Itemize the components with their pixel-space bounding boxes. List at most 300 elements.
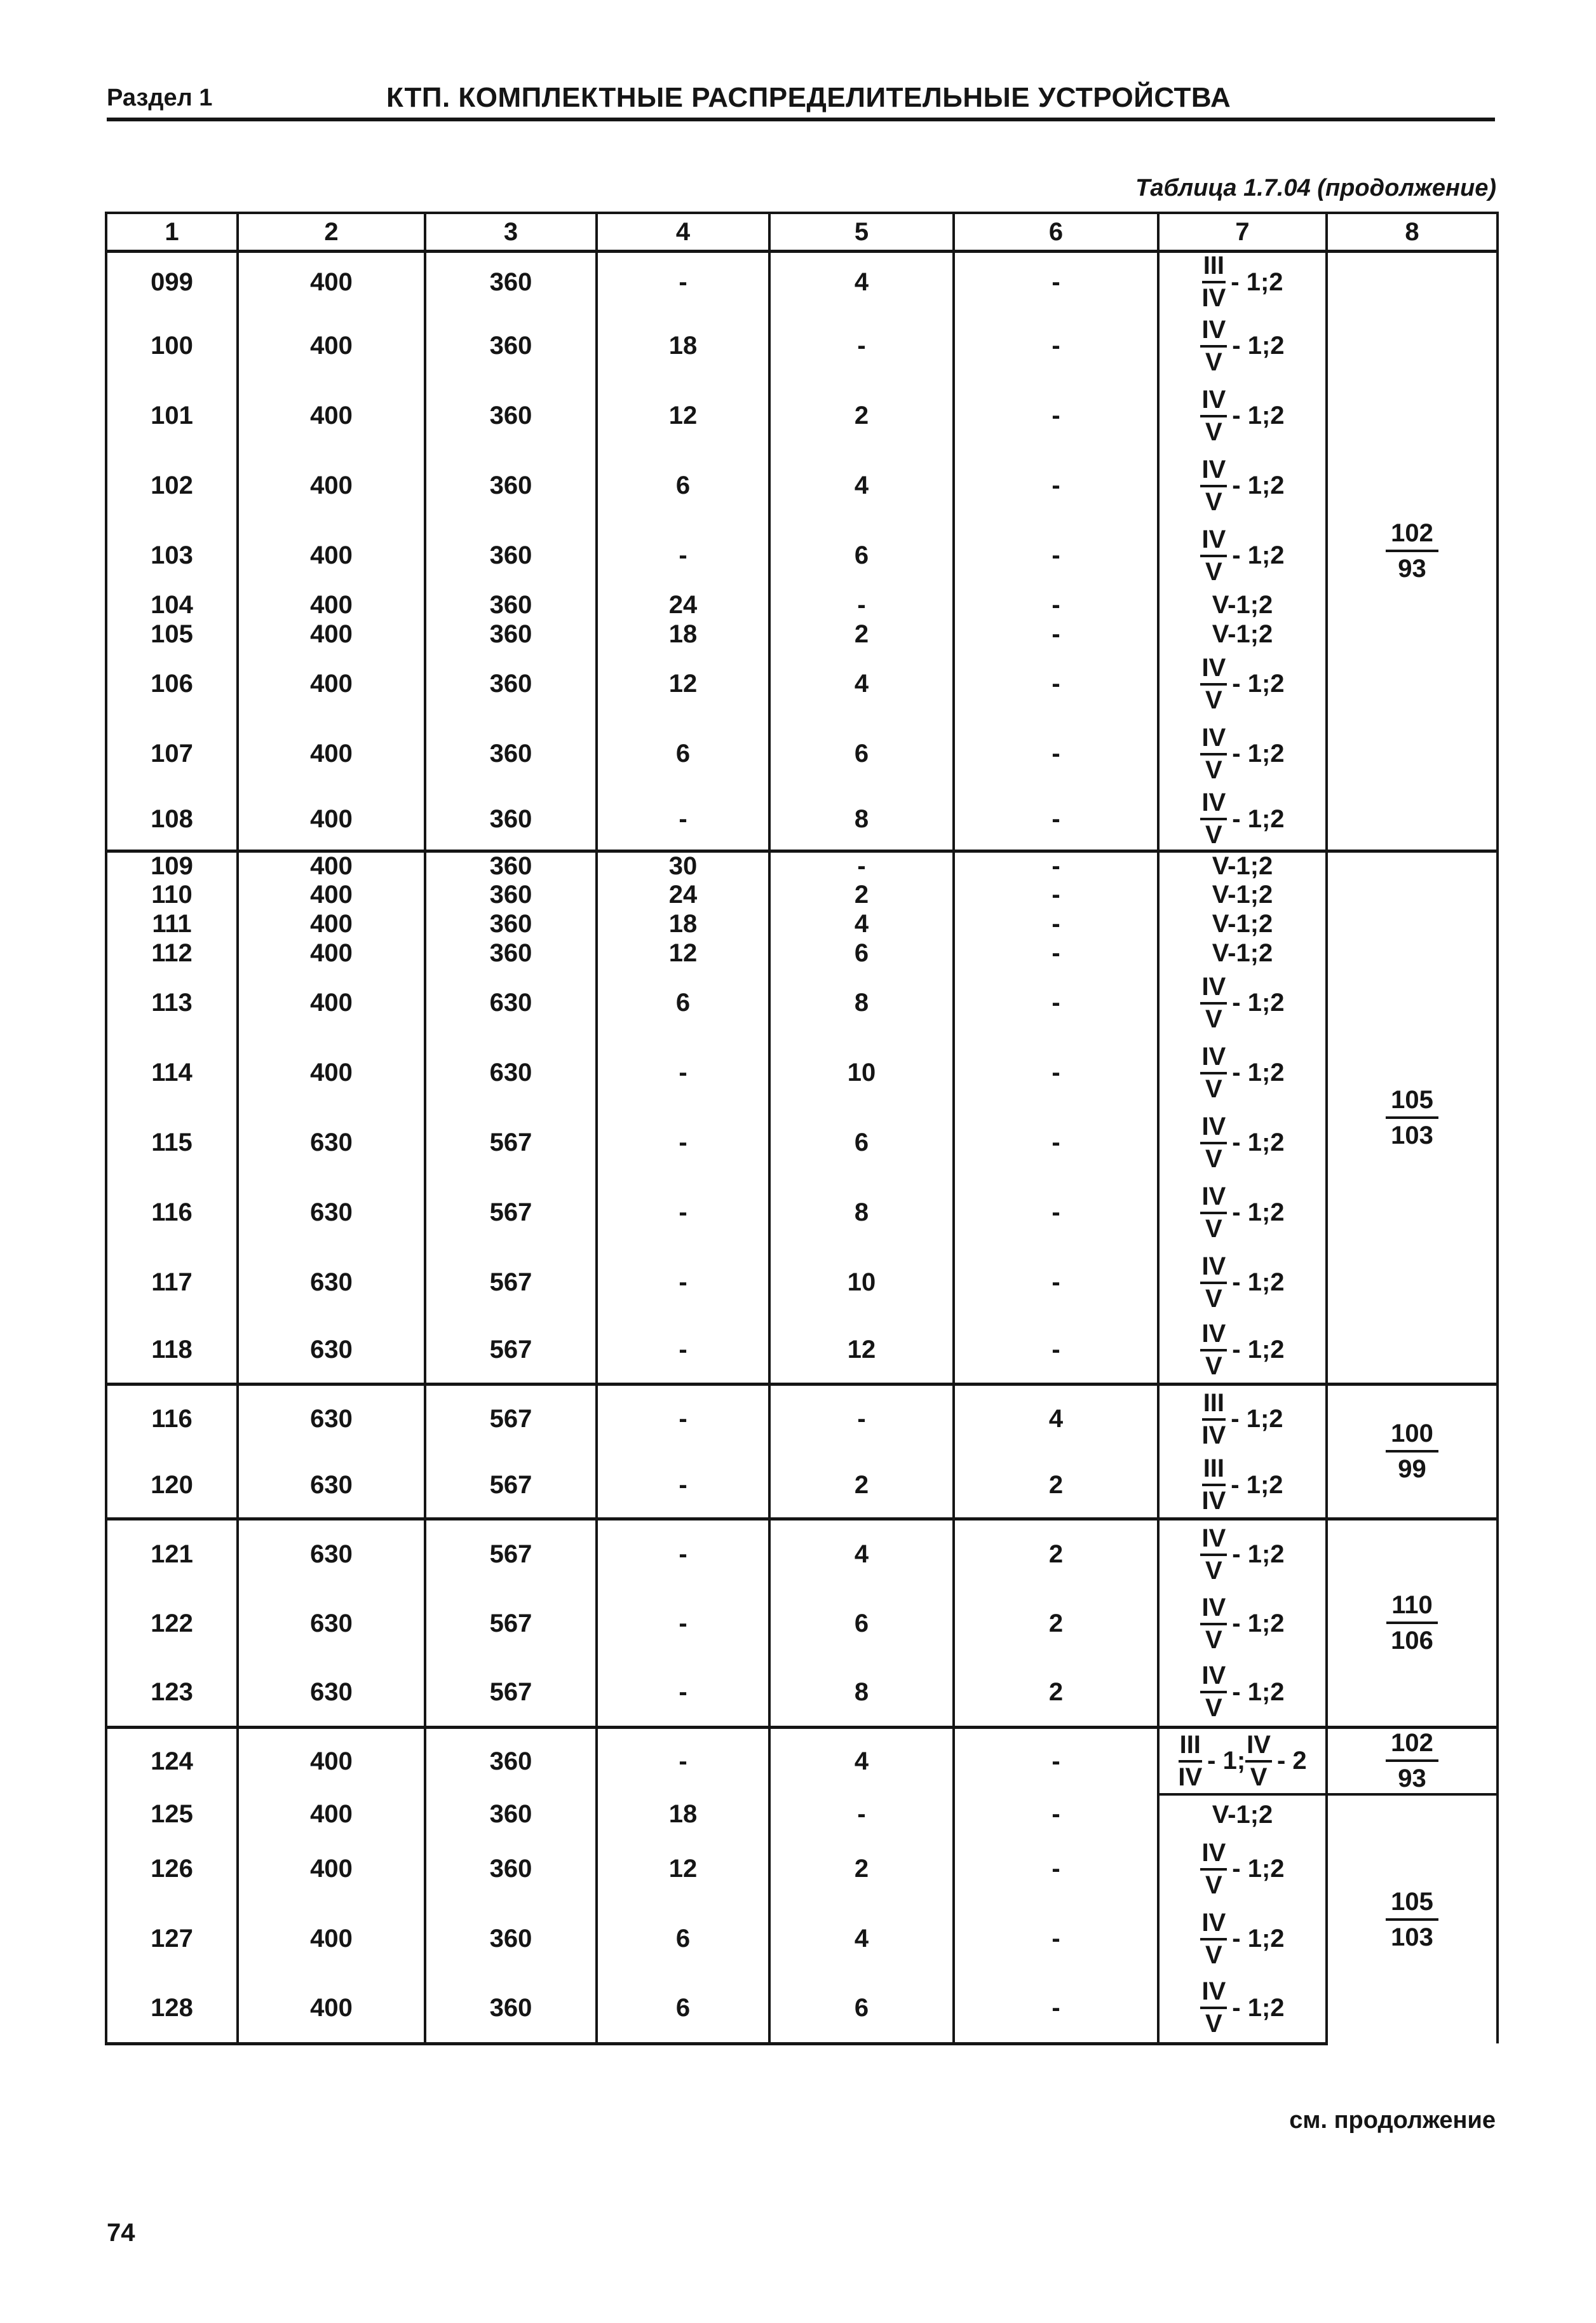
table-cell: 360 <box>425 938 597 968</box>
scheme-cell <box>1158 520 1327 590</box>
table-cell: 12 <box>597 1834 769 1904</box>
table-cell: 400 <box>238 851 425 880</box>
scheme-suffix: - 1;2 <box>1232 1609 1285 1637</box>
table-cell: 6 <box>769 1588 954 1658</box>
scheme-cell <box>1158 719 1327 789</box>
scheme-fraction <box>1200 1321 1227 1379</box>
table-cell: - <box>954 1038 1158 1107</box>
table-cell: - <box>954 450 1158 520</box>
scheme-formula <box>1200 655 1284 713</box>
table-cell: 24 <box>597 880 769 909</box>
fraction-numerator: IV <box>1200 457 1227 487</box>
table-cell: - <box>769 311 954 381</box>
fraction-denominator: V <box>1205 1214 1222 1243</box>
scheme-cell <box>1158 381 1327 450</box>
scheme-cell: V-1;2 <box>1158 620 1327 649</box>
table-cell: 400 <box>238 719 425 789</box>
scheme-fraction <box>1200 387 1227 445</box>
table-cell: 2 <box>769 880 954 909</box>
table-row <box>106 1794 1498 1834</box>
table-cell: 567 <box>425 1107 597 1177</box>
scheme-fraction <box>1200 1184 1227 1242</box>
table-cell: 400 <box>238 450 425 520</box>
table-cell: 4 <box>769 649 954 719</box>
fraction-denominator: V <box>1205 1144 1222 1173</box>
table-cell: 127 <box>106 1904 238 1974</box>
table-cell: - <box>954 590 1158 620</box>
table-cell: 360 <box>425 649 597 719</box>
reference-numerator: 105 <box>1386 1889 1438 1921</box>
fraction-denominator: V <box>1205 348 1222 376</box>
table-cell: 12 <box>769 1317 954 1384</box>
column-header: 2 <box>238 213 425 252</box>
scheme-suffix: - 1;2 <box>1232 1925 1285 1953</box>
scheme-fraction <box>1201 1456 1226 1514</box>
scheme-suffix: - 1;2 <box>1231 1405 1283 1433</box>
column-header: 4 <box>597 213 769 252</box>
scheme-fraction <box>1200 1044 1227 1102</box>
scheme-cell <box>1158 1384 1327 1453</box>
scheme-cell <box>1158 1519 1327 1588</box>
table-cell: 104 <box>106 590 238 620</box>
scheme-suffix: - 1;2 <box>1232 1336 1285 1364</box>
table-cell: 400 <box>238 968 425 1038</box>
fraction-denominator: V <box>1205 1005 1222 1033</box>
table-cell: 4 <box>769 1904 954 1974</box>
fraction-denominator: V <box>1205 1284 1222 1313</box>
table-cell: - <box>954 1247 1158 1317</box>
table-cell: 6 <box>597 968 769 1038</box>
data-table <box>105 212 1499 2045</box>
reference-fraction <box>1386 1730 1438 1791</box>
table-cell: 4 <box>954 1384 1158 1453</box>
table-cell: - <box>597 1384 769 1453</box>
scheme-cell <box>1158 1974 1327 2043</box>
table-caption: Таблица 1.7.04 (продолжение) <box>1135 175 1496 201</box>
table-cell: 100 <box>106 311 238 381</box>
column-header: 6 <box>954 213 1158 252</box>
scheme-formula <box>1200 457 1284 515</box>
fraction-numerator: IV <box>1200 1114 1227 1144</box>
table-cell: - <box>769 851 954 880</box>
scheme-formula <box>1200 1595 1284 1653</box>
fraction-numerator: IV <box>1200 1184 1227 1214</box>
fraction-denominator: V <box>1205 1871 1222 1899</box>
fraction-denominator: V <box>1205 1940 1222 1969</box>
table-cell: 360 <box>425 789 597 851</box>
scheme-fraction <box>1200 1526 1227 1583</box>
reference-cell <box>1327 851 1498 1384</box>
scheme-suffix: - 1;2 <box>1231 1470 1283 1499</box>
table-cell: 4 <box>769 909 954 938</box>
scheme-suffix: - 1;2 <box>1232 1855 1285 1883</box>
fraction-numerator: IV <box>1245 1732 1272 1763</box>
table-cell: 400 <box>238 311 425 381</box>
table-cell: - <box>954 968 1158 1038</box>
reference-numerator: 102 <box>1386 1730 1438 1762</box>
table-cell: 360 <box>425 311 597 381</box>
page-number: 74 <box>107 2219 135 2247</box>
scheme-suffix: - 1;2 <box>1232 471 1285 499</box>
table-cell: 123 <box>106 1658 238 1727</box>
reference-fraction <box>1386 1421 1438 1482</box>
scheme-cell <box>1158 450 1327 520</box>
fraction-denominator: V <box>1205 1351 1222 1380</box>
table-cell: 12 <box>597 381 769 450</box>
table-row <box>106 1038 1498 1107</box>
table-cell: - <box>954 1904 1158 1974</box>
table-cell: 112 <box>106 938 238 968</box>
table-cell: 400 <box>238 252 425 311</box>
scheme-fraction <box>1200 974 1227 1032</box>
fraction-numerator: IV <box>1200 527 1227 557</box>
scheme-formula <box>1200 1254 1284 1311</box>
table-row <box>106 1384 1498 1453</box>
scheme-formula <box>1200 1979 1284 2036</box>
scheme-cell: V-1;2 <box>1158 1794 1327 1834</box>
table-cell: 567 <box>425 1247 597 1317</box>
column-header: 8 <box>1327 213 1498 252</box>
scheme-cell: V-1;2 <box>1158 938 1327 968</box>
scheme-fraction <box>1200 725 1227 783</box>
fraction-denominator: V <box>1205 417 1222 446</box>
table-cell: 118 <box>106 1317 238 1384</box>
table-row <box>106 1519 1498 1588</box>
scheme-cell: V-1;2 <box>1158 880 1327 909</box>
table-cell: 2 <box>954 1519 1158 1588</box>
scheme-formula <box>1200 1044 1284 1102</box>
scheme-cell: V-1;2 <box>1158 909 1327 938</box>
scheme-cell <box>1158 1834 1327 1904</box>
scheme-fraction <box>1200 317 1227 375</box>
table-cell: - <box>954 311 1158 381</box>
fraction-numerator: IV <box>1200 1044 1227 1074</box>
table-cell: 18 <box>597 1794 769 1834</box>
table-cell: 2 <box>954 1658 1158 1727</box>
scheme-cell <box>1158 1588 1327 1658</box>
table-cell: 4 <box>769 450 954 520</box>
table-cell: 125 <box>106 1794 238 1834</box>
table-cell: 630 <box>238 1519 425 1588</box>
scheme-suffix: - 1;2 <box>1232 332 1285 360</box>
fraction-numerator: III <box>1202 1456 1226 1486</box>
table-cell: 128 <box>106 1974 238 2043</box>
scheme-suffix: - 1;2 <box>1232 1268 1285 1296</box>
table-row <box>106 381 1498 450</box>
scheme-suffix: - 1;2 <box>1232 670 1285 698</box>
fraction-denominator: V <box>1250 1763 1268 1791</box>
scheme-suffix: - 1;2 <box>1232 989 1285 1017</box>
table-cell: - <box>597 1038 769 1107</box>
table-cell: 126 <box>106 1834 238 1904</box>
table-cell: - <box>597 1107 769 1177</box>
table-cell: 24 <box>597 590 769 620</box>
scheme-fraction <box>1200 1910 1227 1968</box>
table-cell: 567 <box>425 1453 597 1519</box>
fraction-numerator: IV <box>1200 1663 1227 1693</box>
table-cell: - <box>954 1834 1158 1904</box>
reference-numerator: 100 <box>1386 1421 1438 1453</box>
scheme-cell: V-1;2 <box>1158 851 1327 880</box>
fraction-numerator: IV <box>1200 790 1227 820</box>
table-cell: 121 <box>106 1519 238 1588</box>
table-cell: 6 <box>769 1974 954 2043</box>
table-cell: 2 <box>954 1453 1158 1519</box>
table-cell: - <box>597 252 769 311</box>
scheme-formula <box>1200 1114 1284 1172</box>
page-header <box>107 79 1495 121</box>
table-row <box>106 968 1498 1038</box>
table-cell: 400 <box>238 1974 425 2043</box>
scheme-suffix: - 1;2 <box>1232 740 1285 768</box>
table-cell: - <box>769 1794 954 1834</box>
reference-denominator: 106 <box>1391 1627 1433 1655</box>
scheme-formula <box>1200 1321 1284 1379</box>
table-row <box>106 938 1498 968</box>
table-cell: 6 <box>769 719 954 789</box>
section-label: Раздел 1 <box>107 85 213 111</box>
table-cell: - <box>954 252 1158 311</box>
table-cell: 103 <box>106 520 238 590</box>
scheme-cell <box>1158 1247 1327 1317</box>
table-cell: - <box>954 1727 1158 1794</box>
table-cell: 115 <box>106 1107 238 1177</box>
table-cell: 630 <box>238 1247 425 1317</box>
table-cell: 400 <box>238 381 425 450</box>
fraction-numerator: IV <box>1200 1321 1227 1351</box>
table-cell: - <box>954 880 1158 909</box>
scheme-cell <box>1158 1727 1327 1794</box>
scheme-formula <box>1200 790 1284 848</box>
fraction-denominator: V <box>1205 821 1222 850</box>
table-cell: 630 <box>425 1038 597 1107</box>
scheme-cell <box>1158 1038 1327 1107</box>
table-body <box>106 252 1498 2044</box>
table-cell: - <box>597 1177 769 1247</box>
fraction-numerator: IV <box>1200 1526 1227 1556</box>
table-cell: - <box>954 789 1158 851</box>
table-cell: - <box>954 1974 1158 2043</box>
fraction-denominator: V <box>1205 1556 1222 1585</box>
table-cell: 630 <box>238 1317 425 1384</box>
table-cell: 360 <box>425 1794 597 1834</box>
table-cell: 10 <box>769 1038 954 1107</box>
table-cell: 116 <box>106 1177 238 1247</box>
reference-numerator: 105 <box>1386 1087 1438 1119</box>
table-cell: 102 <box>106 450 238 520</box>
table-row <box>106 649 1498 719</box>
table-cell: 360 <box>425 909 597 938</box>
table-cell: 107 <box>106 719 238 789</box>
fraction-numerator: IV <box>1200 387 1227 417</box>
table-cell: 110 <box>106 880 238 909</box>
table-cell: - <box>954 851 1158 880</box>
table-cell: 630 <box>238 1658 425 1727</box>
table-cell: 630 <box>238 1588 425 1658</box>
scheme-formula <box>1200 317 1284 375</box>
scheme-fraction <box>1200 1254 1227 1311</box>
scheme-cell <box>1158 789 1327 851</box>
table-cell: 360 <box>425 620 597 649</box>
fraction-numerator: IV <box>1200 1254 1227 1284</box>
column-header: 1 <box>106 213 238 252</box>
table-cell: - <box>597 1588 769 1658</box>
scheme-formula <box>1201 1390 1283 1448</box>
scheme-suffix: - 1;2 <box>1231 268 1283 296</box>
table-cell: 108 <box>106 789 238 851</box>
scheme-fraction <box>1200 1663 1227 1721</box>
fraction-numerator: IV <box>1200 1595 1227 1625</box>
table-cell: 6 <box>769 1107 954 1177</box>
table-row <box>106 1904 1498 1974</box>
table-cell: 400 <box>238 938 425 968</box>
scheme-cell <box>1158 1453 1327 1519</box>
table-cell: 30 <box>597 851 769 880</box>
table-cell: 360 <box>425 252 597 311</box>
table-cell: 109 <box>106 851 238 880</box>
fraction-numerator: IV <box>1200 1979 1227 2009</box>
table-cell: 567 <box>425 1177 597 1247</box>
fraction-denominator: V <box>1205 1074 1222 1103</box>
scheme-formula <box>1200 974 1284 1032</box>
table-cell: - <box>954 520 1158 590</box>
table-cell: 099 <box>106 252 238 311</box>
table-cell: 111 <box>106 909 238 938</box>
table-row <box>106 520 1498 590</box>
table-cell: 10 <box>769 1247 954 1317</box>
table-cell: 101 <box>106 381 238 450</box>
scheme-cell: V-1;2 <box>1158 590 1327 620</box>
reference-numerator: 110 <box>1386 1592 1438 1624</box>
table-cell: 8 <box>769 968 954 1038</box>
scheme-fraction <box>1200 1595 1227 1653</box>
table-cell: 360 <box>425 381 597 450</box>
scheme-formula <box>1200 1663 1284 1721</box>
fraction-denominator: V <box>1205 2010 1222 2038</box>
table-cell: 360 <box>425 1904 597 1974</box>
reference-cell <box>1327 1794 1498 2043</box>
table-cell: - <box>954 620 1158 649</box>
reference-fraction <box>1386 1087 1438 1148</box>
table-row <box>106 1247 1498 1317</box>
table-cell: 114 <box>106 1038 238 1107</box>
scheme-formula <box>1200 527 1284 585</box>
table-cell: 105 <box>106 620 238 649</box>
table-cell: 400 <box>238 789 425 851</box>
fraction-denominator: IV <box>1201 1487 1226 1515</box>
table-row <box>106 789 1498 851</box>
table-cell: 4 <box>769 1727 954 1794</box>
scheme-formula <box>1200 1184 1284 1242</box>
scheme-formula <box>1200 387 1284 445</box>
scheme-fraction <box>1201 253 1226 311</box>
reference-fraction <box>1386 520 1438 581</box>
table-cell: 106 <box>106 649 238 719</box>
fraction-numerator: IV <box>1200 1910 1227 1940</box>
table-cell: - <box>597 1317 769 1384</box>
scheme-suffix: - 1;2 <box>1232 402 1285 430</box>
scheme-formula <box>1178 1732 1306 1790</box>
fraction-numerator: IV <box>1200 725 1227 755</box>
table-row <box>106 719 1498 789</box>
scheme-suffix: - 1;2 <box>1232 541 1285 569</box>
scheme-suffix: - 1;2 <box>1232 1059 1285 1087</box>
scheme-cell <box>1158 1658 1327 1727</box>
scheme-suffix: - 1;2 <box>1232 1677 1285 1706</box>
table-row <box>106 311 1498 381</box>
table-cell: 2 <box>769 1834 954 1904</box>
table-row <box>106 1588 1498 1658</box>
table-cell: 567 <box>425 1519 597 1588</box>
table-cell: - <box>954 719 1158 789</box>
table-cell: 567 <box>425 1384 597 1453</box>
fraction-numerator: IV <box>1200 974 1227 1005</box>
column-header: 3 <box>425 213 597 252</box>
scheme-separator: - 1; <box>1207 1747 1246 1775</box>
fraction-numerator: IV <box>1200 1840 1227 1871</box>
reference-cell <box>1327 252 1498 851</box>
table-cell: 8 <box>769 1177 954 1247</box>
table-cell: 6 <box>597 1974 769 2043</box>
fraction-denominator: IV <box>1201 1421 1226 1449</box>
scheme-cell <box>1158 311 1327 381</box>
table-row <box>106 620 1498 649</box>
scheme-fraction <box>1200 1979 1227 2036</box>
reference-cell <box>1327 1519 1498 1727</box>
scheme-formula <box>1201 1456 1283 1514</box>
table-cell: - <box>954 909 1158 938</box>
table-row <box>106 1107 1498 1177</box>
table-cell: 567 <box>425 1588 597 1658</box>
table-cell: - <box>954 938 1158 968</box>
fraction-numerator: III <box>1202 253 1226 283</box>
table-cell: - <box>954 649 1158 719</box>
table-row <box>106 1453 1498 1519</box>
scheme-suffix: - 1;2 <box>1232 1540 1285 1569</box>
fraction-numerator: IV <box>1200 317 1227 348</box>
table-cell: 2 <box>769 620 954 649</box>
table-cell: 4 <box>769 1519 954 1588</box>
table-cell: - <box>769 1384 954 1453</box>
table-cell: 360 <box>425 520 597 590</box>
scheme-cell <box>1158 1177 1327 1247</box>
table-cell: 630 <box>238 1384 425 1453</box>
table-cell: - <box>954 1177 1158 1247</box>
table-cell: 400 <box>238 590 425 620</box>
reference-denominator: 99 <box>1398 1455 1426 1483</box>
page-title: КТП. КОМПЛЕКТНЫЕ РАСПРЕДЕЛИТЕЛЬНЫЕ УСТРОЙСТВА <box>386 82 1231 113</box>
reference-fraction <box>1386 1592 1438 1653</box>
table-row <box>106 252 1498 311</box>
table-cell: - <box>769 590 954 620</box>
fraction-denominator: IV <box>1201 284 1226 312</box>
table-cell: 630 <box>238 1177 425 1247</box>
table-cell: 400 <box>238 1834 425 1904</box>
table-cell: 18 <box>597 620 769 649</box>
column-header: 7 <box>1158 213 1327 252</box>
reference-denominator: 93 <box>1398 555 1426 583</box>
scheme-fraction <box>1178 1732 1202 1790</box>
reference-cell <box>1327 1727 1498 1794</box>
table-cell: 6 <box>769 938 954 968</box>
table-cell: 6 <box>597 719 769 789</box>
scheme-fraction <box>1201 1390 1226 1448</box>
scheme-formula <box>1200 1910 1284 1968</box>
table-cell: 12 <box>597 649 769 719</box>
table-cell: 400 <box>238 1727 425 1794</box>
fraction-denominator: V <box>1205 1625 1222 1654</box>
table-cell: 400 <box>238 520 425 590</box>
